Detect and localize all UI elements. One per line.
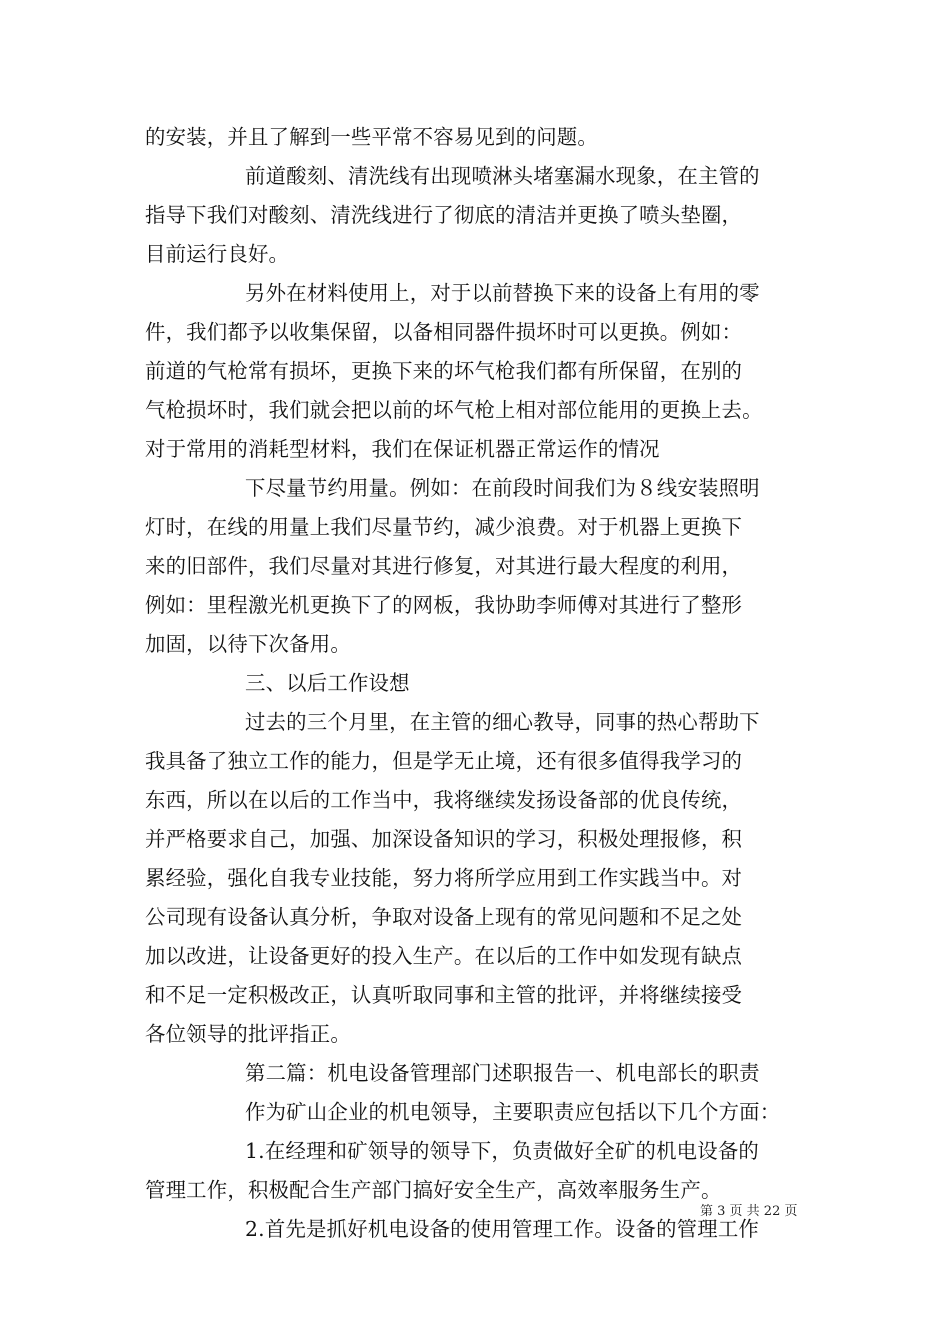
text-line: 管理工作，积极配合生产部门搞好安全生产，高效率服务生产。	[145, 1178, 722, 1202]
list-item: 1.在经理和矿领导的领导下，负责做好全矿的机电设备的	[245, 1139, 760, 1163]
text-line: 加以改进，让设备更好的投入生产。在以后的工作中如发现有缺点	[145, 944, 743, 968]
document-body	[145, 118, 825, 1249]
text-line: 另外在材料使用上，对于以前替换下来的设备上有用的零	[245, 281, 760, 305]
text-line: 气枪损坏时，我们就会把以前的坏气枪上相对部位能用的更换上去。	[145, 398, 763, 422]
text-line: 件，我们都予以收集保留，以备相同器件损坏时可以更换。例如：	[145, 320, 743, 344]
chapter-heading: 第二篇：机电设备管理部门述职报告一、机电部长的职责	[245, 1061, 760, 1085]
text-line: 公司现有设备认真分析，争取对设备上现有的常见问题和不足之处	[145, 905, 743, 929]
text-line: 我具备了独立工作的能力，但是学无止境，还有很多值得我学习的	[145, 749, 743, 773]
text-line: 前道的气枪常有损坏，更换下来的坏气枪我们都有所保留，在别的	[145, 359, 743, 383]
text-line: 各位领导的批评指正。	[145, 1022, 351, 1046]
text-line: 前道酸刻、清洗线有出现喷淋头堵塞漏水现象，在主管的	[245, 164, 760, 188]
text-line: 东西，所以在以后的工作当中，我将继续发扬设备部的优良传统，	[145, 788, 743, 812]
text-line: 下尽量节约用量。例如：在前段时间我们为８线安装照明	[245, 476, 760, 500]
text-line: 对于常用的消耗型材料，我们在保证机器正常运作的情况	[145, 437, 660, 461]
text-line: 过去的三个月里，在主管的细心教导，同事的热心帮助下	[245, 710, 760, 734]
text-line: 例如：里程激光机更换下了的网板，我协助李师傅对其进行了整形	[145, 593, 743, 617]
text-line: 作为矿山企业的机电领导，主要职责应包括以下几个方面：	[245, 1100, 781, 1124]
text-line: 和不足一定积极改正，认真听取同事和主管的批评，并将继续接受	[145, 983, 743, 1007]
text-line: 加固，以待下次备用。	[145, 632, 351, 656]
text-line: 目前运行良好。	[145, 242, 290, 266]
text-line: 并严格要求自己，加强、加深设备知识的学习，积极处理报修，积	[145, 827, 743, 851]
text-line: 灯时，在线的用量上我们尽量节约，减少浪费。对于机器上更换下	[145, 515, 743, 539]
section-heading: 三、以后工作设想	[245, 671, 410, 695]
text-line: 的安装，并且了解到一些平常不容易见到的问题。	[145, 125, 598, 149]
page-number-footer: 第 3 页 共 22 页	[700, 1204, 798, 1219]
text-line: 指导下我们对酸刻、清洗线进行了彻底的清洁并更换了喷头垫圈，	[145, 203, 743, 227]
text-line: 来的旧部件，我们尽量对其进行修复，对其进行最大程度的利用，	[145, 554, 743, 578]
text-line: 累经验，强化自我专业技能，努力将所学应用到工作实践当中。对	[145, 866, 743, 890]
list-item: 2.首先是抓好机电设备的使用管理工作。设备的管理工作	[245, 1217, 760, 1241]
